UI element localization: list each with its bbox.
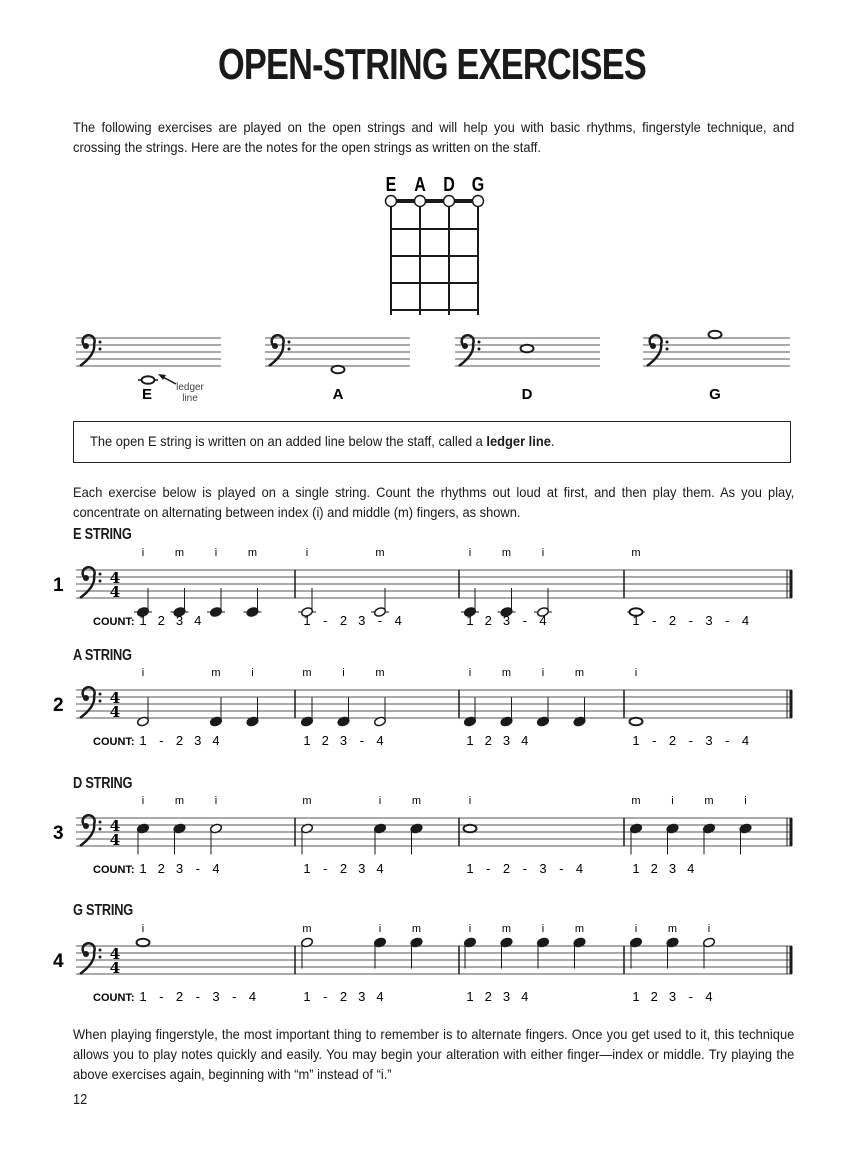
count-text: 2 [175, 989, 184, 1004]
finger-indicator: m [501, 547, 512, 559]
bass-clef-icon [80, 943, 95, 974]
count-text: - [688, 733, 693, 748]
count-text: 2 [339, 989, 348, 1004]
count-text: 1 [139, 989, 147, 1004]
instructions-paragraph: Each exercise below is played on a single string. Count the rhythms out loud at first, and then play them. As you play, concentrate on alternating between index (i) and middle (m) fingers, as shown. [73, 484, 795, 520]
finger-indicator: m [174, 795, 185, 807]
bass-clef-icon [459, 335, 474, 366]
finger-indicator: i [541, 547, 545, 559]
finger-indicator: m [302, 667, 312, 679]
count-text: - [232, 989, 237, 1004]
count-text: 1 [466, 989, 474, 1004]
count-text: 2 [484, 989, 492, 1004]
count-text: 3 [358, 989, 366, 1004]
count-text: 4 [212, 733, 220, 748]
count-text: 2 [157, 613, 165, 628]
count-text: 2 [484, 733, 492, 748]
finger-indicator: i [141, 795, 145, 807]
finger-indicator: i [214, 795, 218, 807]
exercise-number: 4 [53, 951, 64, 972]
ledger-line-callout-box [73, 421, 791, 463]
count-text: 4 [394, 613, 402, 628]
time-signature-numerator: 4 [109, 689, 121, 707]
count-text: 1 [303, 613, 311, 628]
finger-indicator: i [707, 923, 711, 935]
bass-clef-dot-icon [99, 956, 102, 959]
count-text: - [688, 613, 693, 628]
time-signature-numerator: 4 [109, 569, 121, 587]
count-text: - [559, 861, 564, 876]
count-text: 3 [212, 989, 220, 1004]
count-text: 4 [575, 861, 584, 876]
annotation-text: line [182, 393, 198, 404]
finger-indicator: i [671, 795, 674, 807]
finger-indicator: m [302, 923, 312, 935]
finger-indicator: m [411, 923, 422, 935]
count-text: 1 [466, 733, 474, 748]
count-text: 3 [668, 989, 677, 1004]
count-text: 3 [502, 613, 511, 628]
count-text: 2 [339, 861, 348, 876]
count-text: 3 [358, 613, 366, 628]
count-text: 1 [303, 733, 311, 748]
finger-indicator: i [468, 795, 472, 807]
count-text: - [195, 861, 200, 876]
time-signature-denominator: 4 [109, 959, 121, 977]
exercise-number: 3 [53, 823, 64, 844]
bass-clef-icon [462, 343, 468, 349]
count-text: 2 [668, 733, 677, 748]
bass-clef-dot-icon [99, 580, 102, 583]
time-signature-numerator: 4 [109, 945, 121, 963]
bass-clef-icon [80, 567, 95, 598]
count-text: 4 [248, 989, 257, 1004]
bass-clef-dot-icon [288, 348, 291, 351]
count-text: 3 [705, 733, 713, 748]
count-label: COUNT: [93, 992, 135, 1004]
count-text: 4 [194, 613, 202, 628]
whole-note-icon [521, 345, 534, 353]
count-text: 3 [502, 989, 511, 1004]
time-signature-numerator: 4 [109, 817, 121, 835]
finger-indicator: m [501, 923, 512, 935]
count-text: 2 [484, 613, 492, 628]
count-text: 1 [139, 861, 147, 876]
count-text: 4 [521, 733, 529, 748]
exercise-1-title: E STRING [73, 526, 132, 543]
page-number: 12 [73, 1091, 88, 1108]
count-text: 4 [741, 613, 750, 628]
finger-indicator: m [302, 795, 312, 807]
bass-clef-dot-icon [666, 348, 669, 351]
bass-clef-dot-icon [99, 700, 102, 703]
count-text: 2 [650, 989, 658, 1004]
open-string-marker-icon [473, 196, 484, 207]
whole-note-icon [709, 331, 722, 339]
finger-indicator: i [634, 667, 638, 679]
time-signature-denominator: 4 [109, 703, 121, 721]
whole-note-icon [464, 825, 477, 833]
open-string-marker-icon [415, 196, 426, 207]
count-label: COUNT: [93, 864, 135, 876]
count-text: 4 [687, 861, 695, 876]
bass-clef-icon [83, 951, 89, 957]
finger-indicator: i [744, 795, 747, 807]
arrowhead-icon [158, 374, 166, 380]
count-text: - [652, 733, 657, 748]
finger-indicator: i [634, 923, 638, 935]
count-text: - [323, 989, 328, 1004]
bass-clef-icon [83, 823, 89, 829]
count-text: 2 [650, 861, 658, 876]
count-text: 1 [139, 733, 147, 748]
finger-indicator: m [375, 667, 385, 679]
finger-indicator: m [501, 667, 512, 679]
finger-indicator: i [141, 667, 145, 679]
count-text: 1 [632, 613, 640, 628]
count-text: 1 [139, 613, 147, 628]
exercise-2-title: A STRING [73, 647, 132, 664]
count-text: 1 [466, 861, 474, 876]
bass-clef-dot-icon [99, 949, 102, 952]
count-text: - [159, 989, 164, 1004]
count-text: 3 [539, 861, 547, 876]
finger-indicator: m [667, 923, 678, 935]
count-text: 1 [303, 989, 311, 1004]
count-text: - [522, 861, 527, 876]
finger-indicator: i [141, 923, 145, 935]
open-string-marker-icon [444, 196, 455, 207]
count-text: 1 [466, 613, 474, 628]
whole-note-icon [142, 376, 155, 384]
bass-clef-dot-icon [478, 348, 481, 351]
finger-indicator: i [378, 923, 382, 935]
count-text: 4 [539, 613, 547, 628]
bass-clef-dot-icon [478, 341, 481, 344]
count-label: COUNT: [93, 736, 135, 748]
finger-indicator: i [468, 547, 472, 559]
time-signature-denominator: 4 [109, 583, 121, 601]
finger-indicator: m [631, 795, 641, 807]
finger-indicator: m [631, 547, 641, 559]
fretboard-string-label: A [414, 173, 426, 196]
fretboard-string-label: D [443, 173, 455, 196]
count-text: 2 [502, 861, 511, 876]
whole-note-icon [630, 718, 643, 726]
finger-indicator: i [214, 547, 218, 559]
bass-clef-icon [647, 335, 662, 366]
open-note-label: E [141, 386, 153, 403]
finger-indicator: i [251, 667, 254, 679]
intro-paragraph: The following exercises are played on the open strings and will help you with basic rhythms, fingerstyle technique, and crossing the strings. Here are the notes for the open strings as written on the staff. [73, 119, 795, 155]
bass-clef-icon [83, 575, 89, 581]
count-text: 3 [194, 733, 202, 748]
count-text: 4 [376, 733, 384, 748]
bass-clef-dot-icon [99, 573, 102, 576]
fretboard-string-label: G [471, 173, 485, 196]
bass-clef-icon [272, 343, 278, 349]
bass-clef-icon [80, 815, 95, 846]
count-text: 3 [175, 861, 184, 876]
callout-text: The open E string is written on an added line below the staff, called a ledger line. [90, 433, 555, 449]
count-text: - [159, 733, 164, 748]
callout-bold-term: ledger line [486, 433, 551, 449]
finger-indicator: i [378, 795, 382, 807]
count-text: 2 [668, 613, 677, 628]
count-text: - [522, 613, 527, 628]
count-text: - [195, 989, 200, 1004]
count-text: 2 [321, 733, 329, 748]
bass-clef-icon [650, 343, 656, 349]
bass-clef-dot-icon [666, 341, 669, 344]
fretboard-string-label: E [385, 173, 397, 196]
bass-clef-dot-icon [99, 341, 102, 344]
count-text: 4 [741, 733, 750, 748]
count-text: 2 [339, 613, 348, 628]
closing-paragraph: When playing fingerstyle, the most important thing to remember is to alternate fingers. Once you get used to it, this technique allows you to play notes quickly and easily. You may begin your alteration with either finger—index or middle. Try playing the above exercises again, beginning with “m” instead of “i.” [73, 1026, 795, 1082]
count-text: 4 [521, 989, 529, 1004]
finger-indicator: m [174, 547, 185, 559]
finger-indicator: i [141, 547, 145, 559]
bass-clef-dot-icon [99, 821, 102, 824]
finger-indicator: i [541, 923, 545, 935]
bass-clef-icon [80, 335, 95, 366]
count-text: 2 [175, 733, 184, 748]
count-text: - [725, 613, 730, 628]
open-string-marker-icon [386, 196, 397, 207]
finger-indicator: m [247, 547, 258, 559]
count-text: 2 [157, 861, 165, 876]
finger-indicator: m [704, 795, 714, 807]
count-text: 1 [632, 861, 640, 876]
exercise-3-title: D STRING [73, 775, 133, 792]
finger-indicator: i [541, 667, 545, 679]
count-text: 4 [376, 861, 384, 876]
finger-indicator: i [468, 667, 472, 679]
finger-indicator: m [375, 547, 385, 559]
finger-indicator: m [411, 795, 422, 807]
finger-indicator: i [342, 667, 345, 679]
open-note-label: A [332, 386, 344, 403]
exercise-number: 2 [53, 695, 64, 716]
count-text: 1 [632, 733, 640, 748]
count-text: - [323, 861, 328, 876]
whole-note-icon [137, 939, 150, 947]
bass-clef-icon [83, 695, 89, 701]
bass-clef-dot-icon [99, 693, 102, 696]
finger-indicator: i [305, 547, 309, 559]
count-text: 3 [175, 613, 184, 628]
bass-clef-icon [80, 687, 95, 718]
finger-indicator: m [574, 923, 585, 935]
open-note-label: D [521, 386, 533, 403]
finger-indicator: m [574, 667, 585, 679]
exercise-number: 1 [53, 575, 64, 596]
count-text: 4 [376, 989, 384, 1004]
count-text: - [652, 613, 657, 628]
count-text: - [725, 733, 730, 748]
count-text: 3 [358, 861, 366, 876]
count-text: 1 [303, 861, 311, 876]
count-text: 3 [502, 733, 511, 748]
count-text: - [377, 613, 383, 628]
count-text: 4 [705, 989, 713, 1004]
exercise-4-title: G STRING [73, 902, 133, 919]
bass-clef-dot-icon [288, 341, 291, 344]
bass-clef-icon [83, 343, 89, 349]
annotation-text: ledger [176, 382, 204, 393]
count-text: 4 [212, 861, 220, 876]
page-title: OPEN-STRING EXERCISES [218, 40, 646, 89]
finger-indicator: i [468, 923, 472, 935]
bass-clef-icon [269, 335, 284, 366]
count-text: - [688, 989, 693, 1004]
count-text: - [323, 613, 328, 628]
count-text: 3 [668, 861, 677, 876]
count-label: COUNT: [93, 616, 135, 628]
count-text: 3 [339, 733, 348, 748]
time-signature-denominator: 4 [109, 831, 121, 849]
finger-indicator: m [211, 667, 221, 679]
open-note-label: G [709, 386, 721, 403]
count-text: 1 [632, 989, 640, 1004]
whole-note-icon [332, 366, 345, 374]
bass-clef-dot-icon [99, 348, 102, 351]
count-text: - [359, 733, 364, 748]
bass-clef-dot-icon [99, 828, 102, 831]
count-text: 3 [705, 613, 713, 628]
count-text: - [486, 861, 491, 876]
